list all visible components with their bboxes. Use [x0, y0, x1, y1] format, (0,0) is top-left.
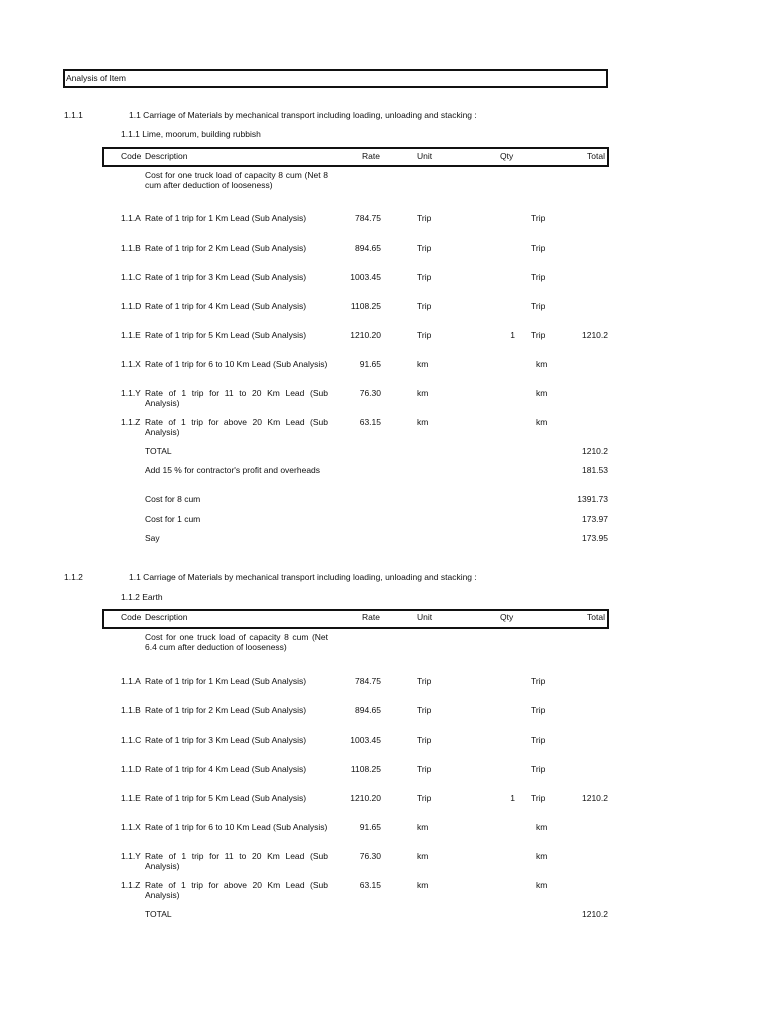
row-rate: 784.75 [355, 676, 381, 686]
row-code: 1.1.Y [121, 388, 141, 398]
row-description: Rate of 1 trip for 3 Km Lead (Sub Analysis) [145, 735, 307, 745]
row-code: 1.1.A [121, 676, 141, 686]
summary-label: TOTAL [145, 446, 172, 456]
row-unit: Trip [417, 705, 432, 715]
summary-label: Cost for 8 cum [145, 494, 201, 504]
section-number: 1.1.1 [64, 110, 83, 120]
row-unit2: Trip [531, 793, 546, 803]
row-unit2: Trip [531, 301, 546, 311]
row-code: 1.1.C [121, 272, 142, 282]
row-unit: Trip [417, 793, 432, 803]
row-total: 1210.2 [582, 793, 608, 803]
section-heading: 1.1 Carriage of Materials by mechanical transport including loading, unloading and stacking : [129, 572, 477, 582]
row-unit2: Trip [531, 330, 546, 340]
col-qty: Qty [500, 612, 514, 622]
row-unit2: km [536, 822, 548, 832]
row-unit: Trip [417, 272, 432, 282]
row-rate: 1210.20 [350, 330, 381, 340]
row-code: 1.1.B [121, 243, 141, 253]
col-description: Description [145, 151, 188, 161]
row-total: 1210.2 [582, 330, 608, 340]
row-unit2: km [536, 880, 548, 890]
col-description: Description [145, 612, 188, 622]
section-subheading: 1.1.1 Lime, moorum, building rubbish [121, 129, 261, 139]
row-unit: Trip [417, 301, 432, 311]
summary-value: 173.95 [582, 533, 608, 543]
row-description: Rate of 1 trip for 2 Km Lead (Sub Analysis) [145, 243, 307, 253]
row-description: Rate of 1 trip for 11 to 20 Km Lead (Sub Analysis) [145, 388, 328, 408]
row-rate: 1003.45 [350, 272, 381, 282]
row-description: Rate of 1 trip for 4 Km Lead (Sub Analysis) [145, 764, 307, 774]
intro-text: Cost for one truck load of capacity 8 cum (Net 8 cum after deduction of looseness) [145, 170, 328, 190]
row-rate: 1003.45 [350, 735, 381, 745]
row-code: 1.1.A [121, 213, 141, 223]
row-unit2: km [536, 388, 548, 398]
row-unit: Trip [417, 213, 432, 223]
row-unit2: km [536, 417, 548, 427]
row-code: 1.1.Z [121, 880, 141, 890]
col-rate: Rate [362, 612, 380, 622]
row-unit: km [417, 417, 429, 427]
col-qty: Qty [500, 151, 514, 161]
row-unit: Trip [417, 676, 432, 686]
row-code: 1.1.C [121, 735, 142, 745]
row-code: 1.1.X [121, 359, 141, 369]
row-description: Rate of 1 trip for 5 Km Lead (Sub Analysis) [145, 793, 307, 803]
row-unit: km [417, 359, 429, 369]
summary-value: 1391.73 [577, 494, 608, 504]
row-rate: 63.15 [359, 880, 381, 890]
title-box [63, 69, 608, 88]
row-description: Rate of 1 trip for 3 Km Lead (Sub Analysis) [145, 272, 307, 282]
row-unit2: Trip [531, 243, 546, 253]
section-number: 1.1.2 [64, 572, 83, 582]
row-unit: km [417, 822, 429, 832]
row-unit: km [417, 388, 429, 398]
row-qty: 1 [510, 793, 515, 803]
row-rate: 91.65 [359, 359, 381, 369]
row-unit2: Trip [531, 676, 546, 686]
row-unit: Trip [417, 764, 432, 774]
summary-label: Cost for 1 cum [145, 514, 201, 524]
col-code: Code [121, 612, 142, 622]
row-unit: km [417, 880, 429, 890]
row-code: 1.1.Z [121, 417, 141, 427]
row-code: 1.1.D [121, 764, 142, 774]
col-total: Total [587, 612, 605, 622]
row-rate: 894.65 [355, 243, 381, 253]
row-description: Rate of 1 trip for 6 to 10 Km Lead (Sub Analysis) [145, 359, 328, 369]
row-description: Rate of 1 trip for 6 to 10 Km Lead (Sub Analysis) [145, 822, 328, 832]
col-unit: Unit [417, 612, 433, 622]
row-description: Rate of 1 trip for 1 Km Lead (Sub Analysis) [145, 213, 307, 223]
row-code: 1.1.B [121, 705, 141, 715]
row-rate: 894.65 [355, 705, 381, 715]
row-description: Rate of 1 trip for above 20 Km Lead (Sub Analysis) [145, 880, 328, 900]
row-code: 1.1.E [121, 330, 141, 340]
row-rate: 63.15 [359, 417, 381, 427]
row-rate: 76.30 [359, 851, 381, 861]
col-total: Total [587, 151, 605, 161]
col-rate: Rate [362, 151, 380, 161]
row-qty: 1 [510, 330, 515, 340]
summary-value: 173.97 [582, 514, 608, 524]
row-unit2: km [536, 851, 548, 861]
page-title: Analysis of Item [66, 73, 126, 83]
summary-value: 1210.2 [582, 446, 608, 456]
summary-label: Add 15 % for contractor's profit and overheads [145, 465, 321, 475]
row-code: 1.1.Y [121, 851, 141, 861]
row-unit2: Trip [531, 735, 546, 745]
summary-value: 1210.2 [582, 909, 608, 919]
row-description: Rate of 1 trip for 11 to 20 Km Lead (Sub Analysis) [145, 851, 328, 871]
section-subheading: 1.1.2 Earth [121, 592, 163, 602]
summary-value: 181.53 [582, 465, 608, 475]
row-unit2: Trip [531, 213, 546, 223]
row-unit: Trip [417, 735, 432, 745]
row-description: Rate of 1 trip for 2 Km Lead (Sub Analysis) [145, 705, 307, 715]
row-unit2: Trip [531, 705, 546, 715]
summary-label: TOTAL [145, 909, 172, 919]
row-code: 1.1.E [121, 793, 141, 803]
row-rate: 784.75 [355, 213, 381, 223]
section-heading: 1.1 Carriage of Materials by mechanical transport including loading, unloading and stacking : [129, 110, 477, 120]
row-unit2: Trip [531, 272, 546, 282]
row-unit2: Trip [531, 764, 546, 774]
row-rate: 1108.25 [350, 301, 381, 311]
intro-text: Cost for one truck load of capacity 8 cum (Net 6.4 cum after deduction of looseness) [145, 632, 328, 652]
row-description: Rate of 1 trip for 4 Km Lead (Sub Analysis) [145, 301, 307, 311]
row-description: Rate of 1 trip for 1 Km Lead (Sub Analysis) [145, 676, 307, 686]
summary-label: Say [145, 533, 160, 543]
row-description: Rate of 1 trip for above 20 Km Lead (Sub Analysis) [145, 417, 328, 437]
col-unit: Unit [417, 151, 433, 161]
row-rate: 1210.20 [350, 793, 381, 803]
row-unit2: km [536, 359, 548, 369]
row-rate: 76.30 [359, 388, 381, 398]
row-unit: Trip [417, 330, 432, 340]
col-code: Code [121, 151, 142, 161]
row-code: 1.1.D [121, 301, 142, 311]
row-rate: 91.65 [359, 822, 381, 832]
row-rate: 1108.25 [350, 764, 381, 774]
row-unit: km [417, 851, 429, 861]
row-description: Rate of 1 trip for 5 Km Lead (Sub Analysis) [145, 330, 307, 340]
row-code: 1.1.X [121, 822, 141, 832]
row-unit: Trip [417, 243, 432, 253]
